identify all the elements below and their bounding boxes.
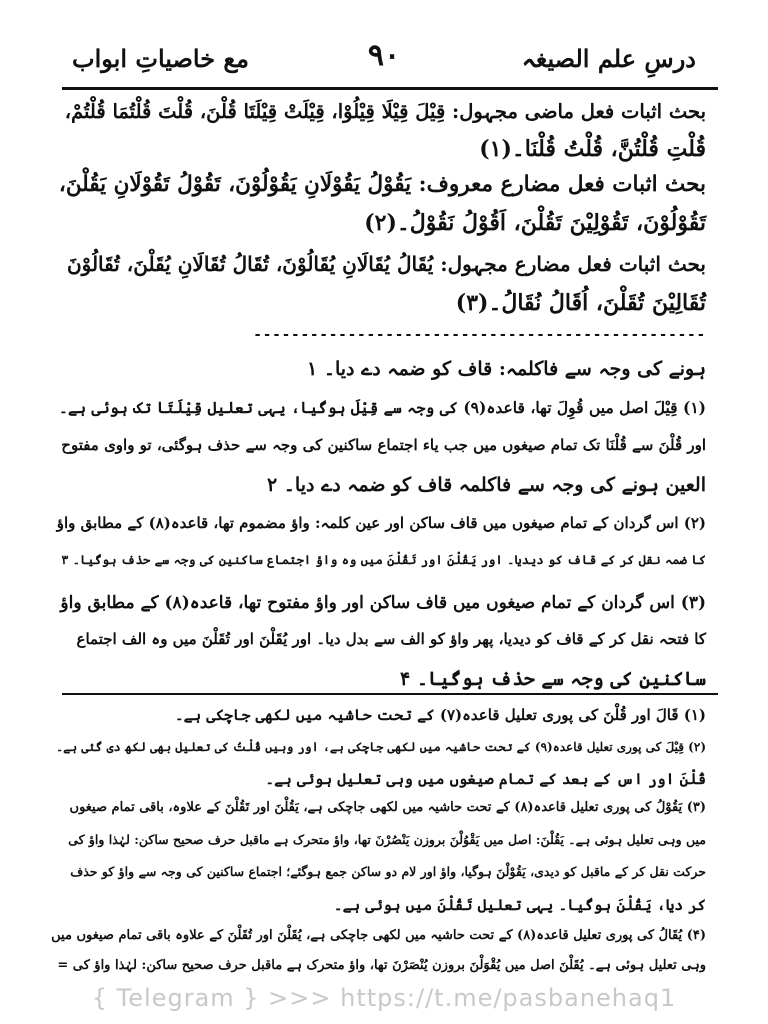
footnote-line: قُلْنَ اور اس کے بعد کے تمام صیغوں میں وہی تعلیل ہوئی ہے۔ xyxy=(265,770,706,788)
footnote-line: (۲) قِیْلَ کی پوری تعلیل قاعدہ(۹) کے تحت حاشیہ میں لکھی جاچکی ہے، اور وہیں قُلْتُ کی تعلیل بھی لکھ دی گئی ہے۔ xyxy=(56,740,706,754)
footnote-line: حرکت نقل کر کے ماقبل کو دیدی، یَقُوْلْنَ ہوگیا، واؤ اور لام دو ساکن جمع ہوگئے؛ اجتماع ساکنین کی وجہ سے واؤ کو حذف xyxy=(70,864,706,879)
page-number: ۹۰ xyxy=(367,38,401,73)
heading-2-line-1: بحث اثبات فعل مضارع معروف: یَقُوْلُ یَقُوْلَانِ یَقُوْلُوْنَ، تَقُوْلُ تَقُوْلَانِ یَقُلْنَ، xyxy=(58,172,706,197)
body-line: (۲) اس گردان کے تمام صیغوں میں قاف ساکن اور عین کلمہ: واؤ مضموم تھا، قاعدہ(۸) کے مطابق واؤ xyxy=(56,514,706,532)
telegram-watermark: { Telegram } >>> https://t.me/pasbanehaq1 xyxy=(91,984,677,1012)
heading-1-line-1: بحث اثبات فعل ماضی مجہول: قِیْلَ قِیْلَا قِیْلُوْا، قِیْلَتْ قِیْلَتَا قُلْنَ، قُلْتَ قُلْتُمَا قُلْتُمْ، xyxy=(64,100,706,123)
footnote-line: (۱) قَالَ اور قُلْنَ کی پوری تعلیل قاعدہ(۷) کے تحت حاشیہ میں لکھی جاچکی ہے۔ xyxy=(174,706,706,724)
running-header xyxy=(0,38,768,78)
footnote-line: کر دیا، یَقُلْنَ ہوگیا۔ یہی تعلیل تَقُلْنَ میں ہوئی ہے۔ xyxy=(333,896,706,914)
heading-3-line-1: بحث اثبات فعل مضارع مجہول: یُقَالُ یُقَالَانِ یُقَالُوْنَ، تُقَالُ تُقَالَانِ یُقَلْنَ، تُقَالُوْنَ xyxy=(66,252,706,276)
body-line: ساکنین کی وجہ سے حذف ہوگیا۔ ۴ xyxy=(400,668,706,690)
footnote-line: میں وہی تعلیل ہوئی ہے۔ یَقُلْنَ: اصل میں یَقْوُلْنَ بروزن یَنْصُرْنَ تھا، واؤ متحرک ہے ماقبل حرف صحیح ساکن: لہٰذا واؤ کی xyxy=(68,832,706,847)
heading-3-line-2: تُقَالِیْنَ تُقَلْنَ، اُقَالُ نُقَالُ۔(۳) xyxy=(455,290,706,316)
footnote-line: (۴) یُقَالُ کی پوری تعلیل قاعدہ(۸) کے تحت حاشیہ میں لکھی جاچکی ہے، یُقَلْنَ اور تُقَلْنَ کے علاوہ باقی تمام صیغوں میں xyxy=(51,928,706,943)
body-line: کا ضمہ نقل کر کے قاف کو دیدیا۔ اور یَقُلْنَ اور تَقُلْنَ میں وہ واؤ اجتماع ساکنین کی وجہ سے حذف ہوگیا۔ ۳ xyxy=(61,552,706,567)
heading-2-line-2: تَقُوْلُوْنَ، تَقُوْلِیْنَ تَقُلْنَ، اَقُوْلُ نَقُوْلُ۔(۲) xyxy=(364,210,706,236)
body-line: (۳) اس گردان کے تمام صیغوں میں قاف ساکن اور واؤ مفتوح تھا، قاعدہ(۸) کے مطابق واؤ xyxy=(60,593,706,613)
footnote-line: (۳) یَقُوْلُ کی پوری تعلیل قاعدہ(۸) کے تحت حاشیہ میں لکھی جاچکی ہے، یَقُلْنَ اور تَقُلْنَ کے علاوہ، باقی تمام صیغوں xyxy=(69,800,706,815)
body-line: ہونے کی وجہ سے فاکلمہ: قاف کو ضمہ دے دیا۔ ۱ xyxy=(306,358,706,380)
header-rule xyxy=(62,87,718,90)
footnote-line: وہی تعلیل ہوئی ہے۔ یُقَلْنَ اصل میں یُقْوَلْنَ بروزن یُنْصَرْنَ تھا، واؤ متحرک ہے ماقبل حرف صحیح ساکن: لہٰذا واؤ کی = xyxy=(57,958,706,973)
chapter-title: مع خاصیاتِ ابواب xyxy=(72,44,250,73)
footnote-rule xyxy=(62,693,718,695)
body-line: اور قُلْنَ سے قُلْنَا تک تمام صیغوں میں جب یاء اجتماع ساکنین کی وجہ سے حذف ہوگئی، تو واوی مفتوح xyxy=(61,436,706,454)
heading-1-line-2: قُلْتِ قُلْتُنَّ، قُلْتُ قُلْنَا۔(۱) xyxy=(479,136,706,162)
body-line: کا فتحہ نقل کر کے قاف کو دیدیا، پھر واؤ کو الف سے بدل دیا۔ اور یُقَلْنَ اور تُقَلْنَ میں وہ الف اجتماع xyxy=(76,630,706,648)
body-line: العین ہونے کی وجہ سے فاکلمہ قاف کو ضمہ دے دیا۔ ۲ xyxy=(266,474,706,496)
section-divider: ------------------------------------------------ xyxy=(253,327,706,343)
book-title: درسِ علم الصیغہ xyxy=(521,44,696,73)
body-line: (۱) قِیْلَ اصل میں قُوِلَ تھا، قاعدہ(۹) کی وجہ سے قِیْلَ ہوگیا، یہی تعلیل قِیْلَتَا تک ہوئی ہے۔ xyxy=(58,398,706,417)
